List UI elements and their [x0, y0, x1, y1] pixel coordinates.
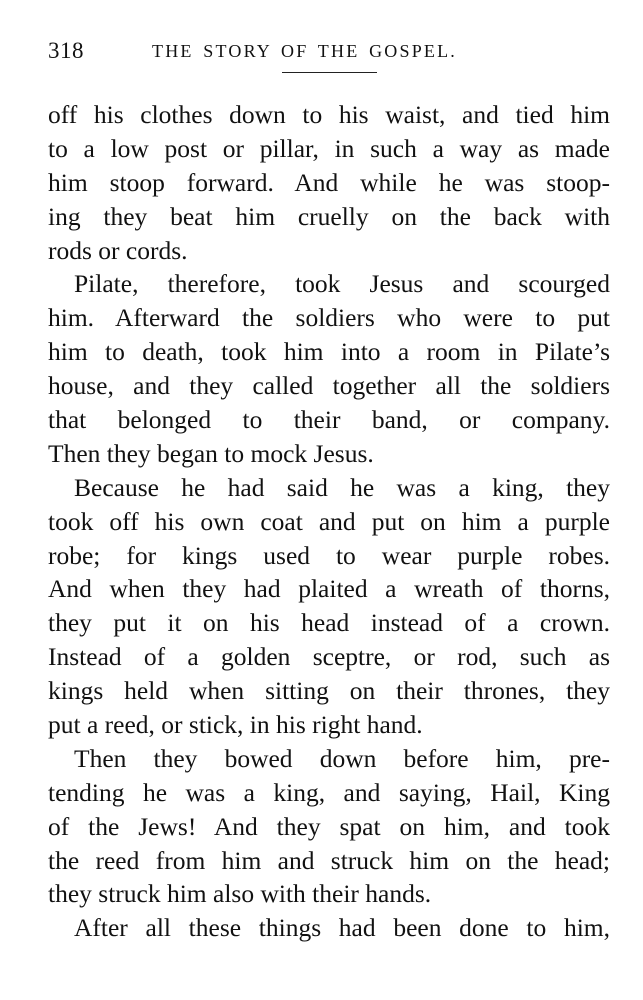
text-line: Then they bowed down before him, pre-: [74, 743, 610, 773]
text-line: Instead of a golden sceptre, or rod, such as: [48, 642, 610, 672]
text-line: ing they beat him cruelly on the back with: [48, 201, 610, 231]
page-number: 318: [48, 38, 84, 63]
text-line: they put it on his head instead of a crown.: [48, 608, 610, 638]
paragraph: [48, 471, 610, 742]
text-line: house, and they called together all the soldiers: [48, 371, 610, 401]
text-line: After all these things had been done to him,: [74, 913, 610, 943]
paragraph: [48, 267, 610, 470]
text-line: robe; for kings used to wear purple robes.: [48, 540, 610, 570]
text-line: tending he was a king, and saying, Hail, King: [48, 777, 610, 807]
text-line: him. Afterward the soldiers who were to put: [48, 303, 610, 333]
text-line: to a low post or pillar, in such a way as made: [48, 133, 610, 163]
page-header: [48, 38, 608, 68]
text-line: Then they began to mock Jesus.: [48, 438, 374, 468]
text-line: of the Jews! And they spat on him, and took: [48, 811, 610, 841]
text-line: put a reed, or stick, in his right hand.: [48, 710, 423, 740]
text-line: kings held when sitting on their thrones, they: [48, 676, 610, 706]
text-line: they struck him also with their hands.: [48, 879, 432, 909]
text-line: the reed from him and struck him on the head;: [48, 845, 610, 875]
text-line: And when they had plaited a wreath of thorns,: [48, 574, 610, 604]
paragraph: [48, 911, 610, 945]
text-line: rods or cords.: [48, 235, 188, 265]
text-line: Because he had said he was a king, they: [74, 472, 610, 502]
text-line: him stoop forward. And while he was stoop-: [48, 167, 610, 197]
text-line: him to death, took him into a room in Pilate’s: [48, 337, 610, 367]
paragraph: [48, 742, 610, 911]
paragraph: [48, 98, 610, 267]
text-line: off his clothes down to his waist, and tied him: [48, 100, 610, 129]
header-rule: [282, 72, 377, 73]
text-line: Pilate, therefore, took Jesus and scourged: [74, 269, 610, 299]
text-line: took off his own coat and put on him a purple: [48, 506, 610, 536]
text-line: that belonged to their band, or company.: [48, 405, 610, 435]
running-title: THE STORY OF THE GOSPEL.: [152, 41, 457, 61]
page-body: [48, 98, 610, 945]
